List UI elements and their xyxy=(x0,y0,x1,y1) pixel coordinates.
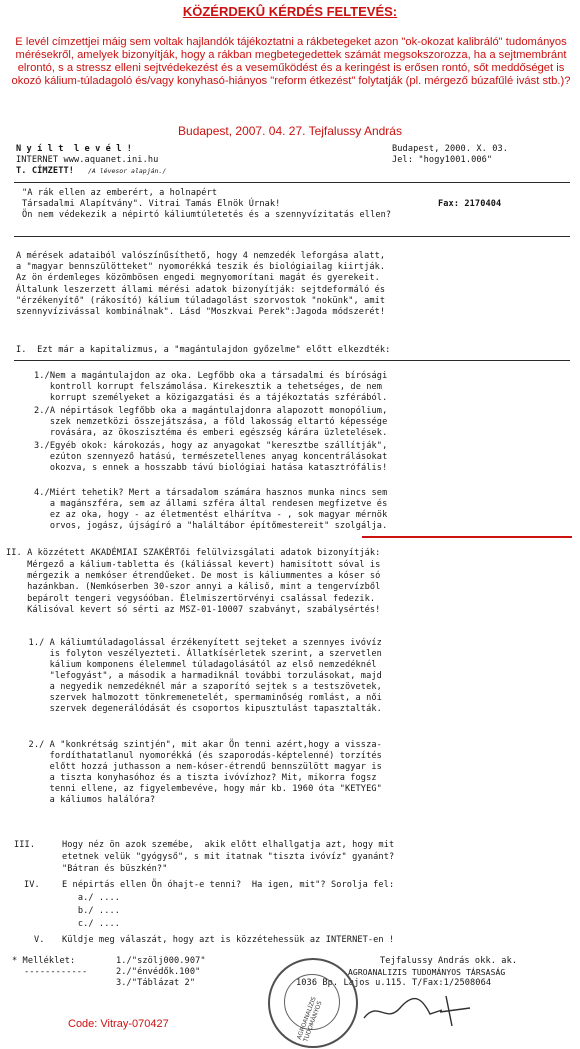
stamp-text: AGROANALÍZIS TUDOMÁNYOS xyxy=(295,995,324,1043)
section-1-line: orvos, jogász, újságíró a "haláltábor építőmestereit" szolgálja. xyxy=(34,521,388,531)
box-fax: Fax: 2170404 xyxy=(438,199,502,209)
round-stamp xyxy=(268,958,358,1048)
section-2-item-line: 1./ A káliumtúladagolással érzékenyített sejteket a szennyes ivóvíz xyxy=(18,638,382,648)
header-paragraph: E levél címzettjei máig sem voltak hajlandók tájékoztatni a rákbetegeket azon "ok-okozat kalibráló" tudományos mérésekről, amelyek bizonyítják, hogy a rákban megbetegedettek számát megsokszorozza, ha a sejtmembránt elrontó, s a stressz elleni sejtvédekezést és a veseműködést és a keringést is erősen rontó, sőt meddőséget is okozó kálium-túladagoló és/vagy konyhasó-hiányos "reform étkezést" folytatják (pl. mérgező búzafűlé ivást stb.)? xyxy=(11,36,571,87)
section-1-line: ez az oka, hogy - az életmentést elhárítva - , sok magyar mérnök xyxy=(34,510,388,520)
box-line-2: Társadalmi Alapítvány". Vitrai Tamás Elnök Úrnak! xyxy=(22,199,281,209)
section-2-item-line: a tiszta konyhasóhoz és a tiszta ivóvízhoz? Mit, mikorra fogsz xyxy=(18,773,377,783)
section-1-line: 4./Miért tehetik? Mert a társadalom számára hasznos munka nincs sem xyxy=(34,488,388,498)
section-4-line: a./ .... xyxy=(62,893,121,903)
letter-addressee-note: /A lévesor alapján./ xyxy=(88,167,167,175)
box-line-3: Ön nem védekezik a népirtó káliumtúletetés és a szennyvízitatás ellen? xyxy=(22,210,392,220)
section-2-line: Mérgező a kálium-tabletta és (káliással kevert) hamisított sóval is xyxy=(6,560,381,570)
section-2-item-line: szervek halmozott tönkremenetelét, spermaminőség romlást, a női xyxy=(18,693,382,703)
section-4-label: IV. xyxy=(24,880,40,890)
attachment-item: 3./"Táblázat 2" xyxy=(116,978,196,988)
section-1-line: ezúton szennyező hatású, természetellenes anyag koncentrálásokat xyxy=(34,452,388,462)
letter-open-title: N y í l t l e v é l ! xyxy=(16,144,133,154)
box-top-rule xyxy=(14,182,570,183)
handwritten-signature-icon xyxy=(360,990,480,1030)
section-5-line: Küldje meg válaszát, hogy azt is közzétehessük az INTERNET-en ! xyxy=(62,935,395,945)
header-title: KÖZÉRDEKÛ KÉRDÉS FELTEVÉS: xyxy=(182,4,398,19)
section-3-label: III. xyxy=(14,840,36,850)
attachment-item: 1./"szölj000.907" xyxy=(116,956,206,966)
section-2-item-line: fordíthatatlanul nyomorékká (és szaporodás-képtelenné) torzítés xyxy=(18,751,382,761)
section-1-line: kontroll korrupt felszámolása. Kirekesztik a tehetséges, de nem xyxy=(34,382,383,392)
section-4-line: E népirtás ellen Ön óhajt-e tenni? Ha igen, mit"? Sorolja fel: xyxy=(62,880,395,890)
box-line-1: "A rák ellen az emberért, a holnapért xyxy=(22,188,218,198)
section-1-line: 2./A népirtások legfőbb oka a magántulajdonra alapozott monopólium, xyxy=(34,406,388,416)
section-4-line: c./ .... xyxy=(62,919,121,929)
box-bottom-rule xyxy=(14,236,570,237)
intro-line: szennyvízivással kombinálnak". Lásd "Moszkvai Perek":Jagoda módszerét! xyxy=(16,307,386,317)
section-4-line: b./ .... xyxy=(62,906,121,916)
signature-organization: AGROANALIZIS TUDOMÁNYOS TÁRSASÁG xyxy=(348,968,506,977)
intro-line: Általunk leszerzett állami mérési adatok bizonyítják: sejtdeformáló és xyxy=(16,285,386,295)
signature-address: 1036 Bp. Lajos u.115. T/Fax:1/2508064 xyxy=(296,978,492,988)
section-2-item-line: előtt hozzá juthasson a nem-kóser-étrendű bennszülött magyar is xyxy=(18,762,382,772)
section-2-item-line: a negyedik nemzedéknél már a szaporító sejtek s a testszövetek, xyxy=(18,682,382,692)
section-2-item-line: 2./ A "konkrétság szintjén", mit akar Ön tenni azért,hogy a vissza- xyxy=(18,740,382,750)
section-2-line: bepárolt tengeri vegysóóban. Élelmiszertörvényi csalással fedezik. xyxy=(6,594,376,604)
section-2-item-line: is folyton veszélyezteti. Állatkísérletek szerint, a szervetlen xyxy=(18,649,382,659)
section-2-line: mérgezik a nemkóser étrendűeket. De most is káliummentes a kóser só xyxy=(6,571,381,581)
red-underline xyxy=(362,536,572,538)
intro-line: "érzékenyítő" (rákosító) kálium túladagolást szorvostok "nokünk", amit xyxy=(16,296,386,306)
attachments-label: * Melléklet: xyxy=(12,956,76,966)
section-1-line: 1./Nem a magántulajdon az oka. Legfőbb oka a társadalmi és bírósági xyxy=(34,371,388,381)
letter-reference-mark: Jel: "hogy1001.006" xyxy=(392,155,493,165)
signature-name: Tejfalussy András okk. ak. xyxy=(380,956,518,966)
section-1-title: I. Ezt már a kapitalizmus, a "magántulajdon győzelme" előtt elkezdték: xyxy=(16,345,391,355)
section-1-line: a magánszféra, sem az állami szféra által rendesen megfizetve és xyxy=(34,499,388,509)
section-2-item-line: tenni ellene, az figyelembevéve, hogy már kb. 1960 óta "KETYEG" xyxy=(18,784,382,794)
letter-date: Budapest, 2000. X. 03. xyxy=(392,144,509,154)
attachment-item: 2./"énvédők.100" xyxy=(116,967,201,977)
section-2-item-line: szervek degenerálódását és csoportos kipusztulást tapasztalták. xyxy=(18,704,382,714)
section-2-title: II. A közzétett AKADÉMIAI SZAKÉRTői felülvizsgálati adatok bizonyítják: xyxy=(6,548,381,558)
letter-internet-address: INTERNET www.aquanet.ini.hu xyxy=(16,155,159,165)
section-2-item-line: a káliumos halálóra? xyxy=(18,795,156,805)
header-date-line: Budapest, 2007. 04. 27. Tejfalussy András xyxy=(178,124,402,138)
intro-line: A mérések adataiból valószínűsíthető, hogy 4 nemzedék leforgása alatt, xyxy=(16,251,386,261)
attachments-dashes: ------------ xyxy=(24,967,88,977)
section-3-line: etetnek velük "gyógyső", s mit itatnak "tiszta ivóvíz" gyanánt? xyxy=(62,852,395,862)
section-5-label: V. xyxy=(34,935,45,945)
intro-line: Az ön érdemleges közömbösen engedi megnyomorítani magát és gyerekeit. xyxy=(16,273,380,283)
section-1-line: korrupt személyeket a közigazgatási és a tájékoztatás szférából. xyxy=(34,393,388,403)
footer-code: Code: Vitray-070427 xyxy=(68,1018,169,1030)
intro-line: a "magyar bennszülötteket" nyomorékká teszik és biológiailag kiirtják. xyxy=(16,262,386,272)
section-1-line: szek nemzetközi összejátszása, a föld lakosság eltartó képessége xyxy=(34,417,388,427)
letter-addressee: T. CÍMZETT! xyxy=(16,166,75,176)
section-1-line: 3./Egyéb okok: károkozás, hogy az anyagokat "keresztbe szállítják", xyxy=(34,441,388,451)
section-2-line: hazánkban. (Nemkóserben 30-szor annyi a káliső, mint a tengervízből xyxy=(6,582,381,592)
section-2-line: Kálisóval kevert só sérti az MSZ-01-10007 szabványt, szabálysértés! xyxy=(6,605,381,615)
section-1-line: okozva, s ennek a hosszabb távú biológiai hatása katasztrófális! xyxy=(34,463,388,473)
section-2-item-line: "lefogyást", a második a harmadiknál további torzulásokat, majd xyxy=(18,671,382,681)
section-2-item-line: kálium komponens élelemmel túladagolásától az első nemzedéknél xyxy=(18,660,377,670)
section-1-rule xyxy=(14,360,570,361)
section-3-line: Hogy néz ön azok szemébe, akik előtt elhallgatja azt, hogy mit xyxy=(62,840,395,850)
section-1-line: rovására, az ökoszisztéma és emberi egészség kárára üzletelések. xyxy=(34,428,388,438)
section-3-line: "Bátran és büszkén?" xyxy=(62,864,168,874)
